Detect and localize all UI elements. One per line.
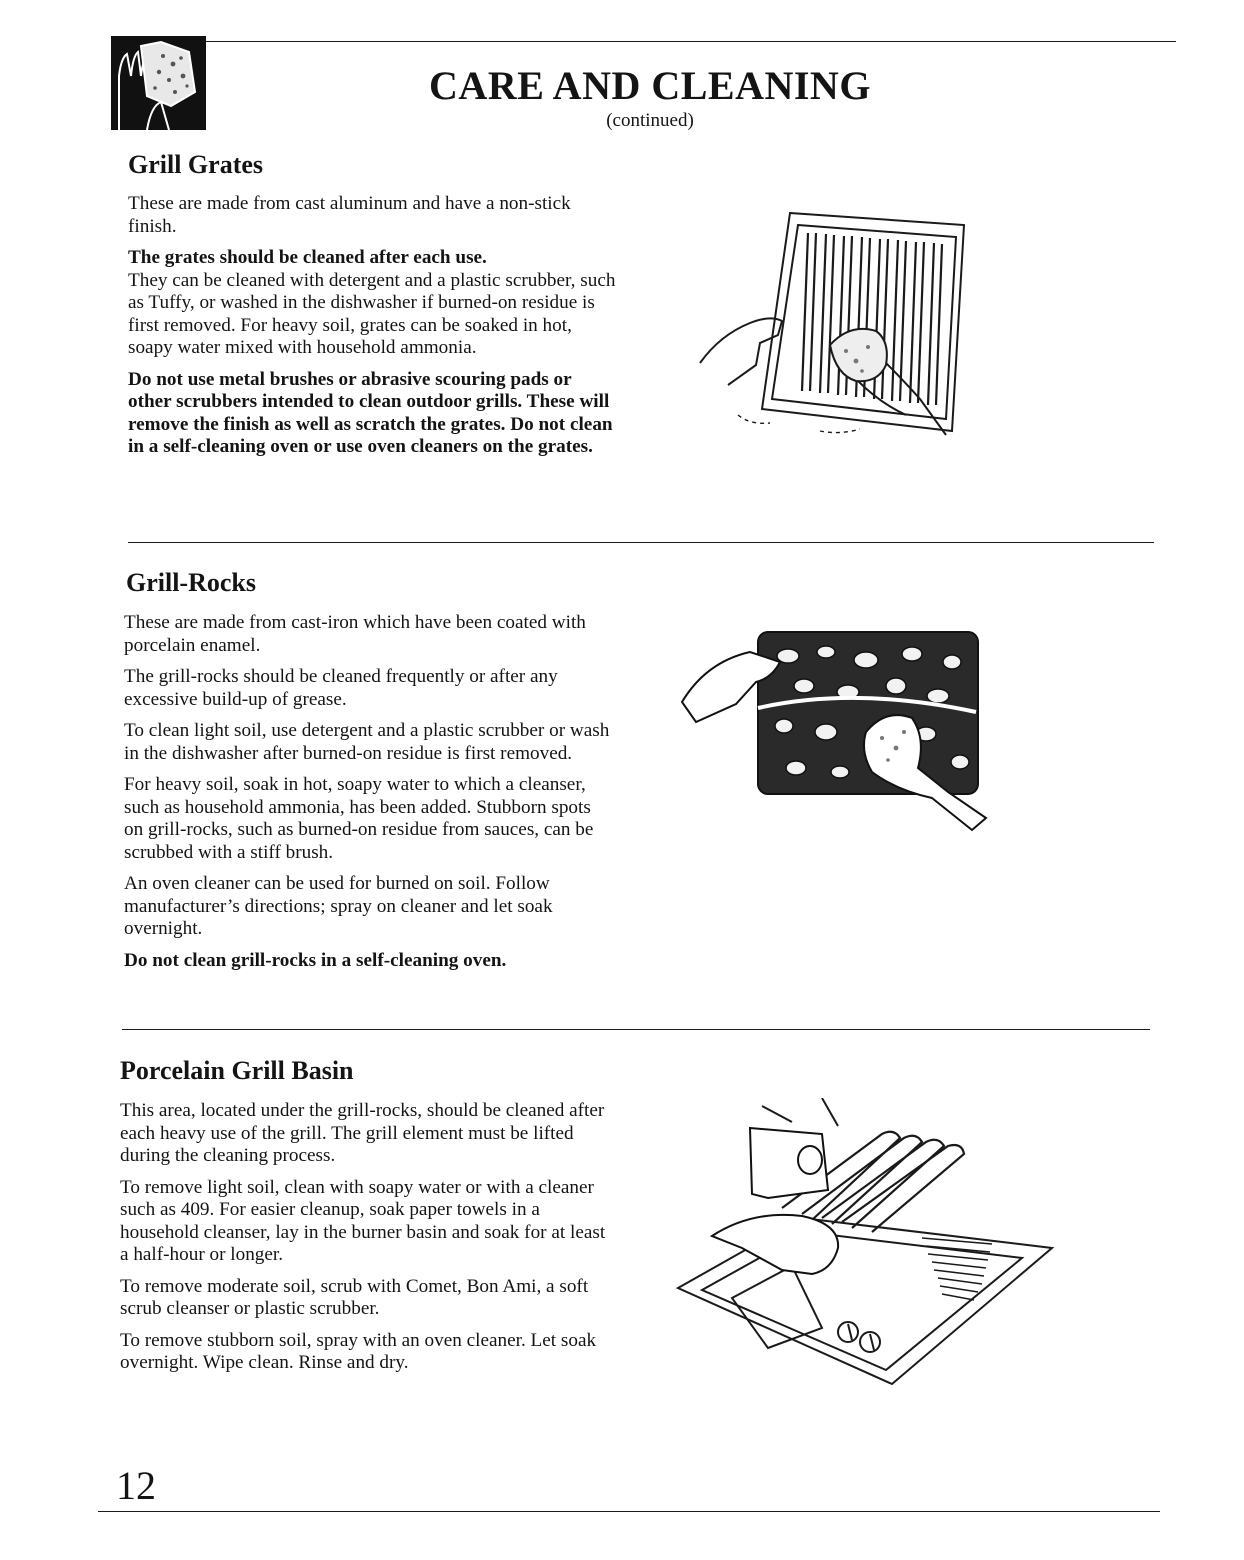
section-body-grill-grates (128, 193, 618, 468)
hands-cleaning-grill-rocks-illustration (676, 622, 996, 842)
paragraph: To remove light soil, clean with soapy water or with a cleaner such as 409. For easier cleanup, soak paper towels in a household cleanser, lay in the burner basin and soak for at least a half-hour or longer. (120, 1176, 606, 1265)
hand-lifting-grill-element-illustration (672, 1098, 1056, 1386)
section-body-grill-rocks (124, 612, 614, 981)
paragraph: This area, located under the grill-rocks, should be cleaned after each heavy use of the grill. The grill element must be lifted during the cleaning process. (120, 1100, 605, 1166)
paragraph: These are made from cast-iron which have been coated with porcelain enamel. (124, 612, 586, 656)
hand-with-sponge-icon (111, 36, 206, 130)
page-subtitle: (continued) (606, 110, 694, 131)
paragraph-with-lead (128, 247, 618, 360)
paragraph: To remove moderate soil, scrub with Comet, Bon Ami, a soft scrub cleanser or plastic scrubber. (120, 1275, 589, 1319)
paragraph: To clean light soil, use detergent and a plastic scrubber or wash in the dishwasher after burned-on residue is first removed. (124, 720, 610, 764)
section-divider (122, 1029, 1150, 1030)
page-title: CARE AND CLEANING (429, 63, 871, 108)
section-heading-porcelain-grill-basin: Porcelain Grill Basin (120, 1056, 354, 1085)
paragraph: The grill-rocks should be cleaned frequently or after any excessive build-up of grease. (124, 666, 558, 710)
section-heading-grill-grates: Grill Grates (128, 150, 264, 179)
hands-cleaning-grill-grate-illustration (690, 195, 970, 445)
header-rule (112, 41, 1176, 42)
footer-rule (98, 1511, 1160, 1512)
paragraph: For heavy soil, soak in hot, soapy water to which a cleanser, such as household ammonia, has been added. Stubborn spots on grill-rocks, such as burned-on residue from sauces, can be scrubbed with a stiff brush. (124, 774, 594, 863)
section-heading-grill-rocks: Grill-Rocks (126, 568, 256, 597)
warning-paragraph: Do not use metal brushes or abrasive scouring pads or other scrubbers intended to clean outdoor grills. These will remove the finish as well as scratch the grates. Do not clean in a self-cleaning oven or use oven cleaners on the grates. (128, 368, 613, 457)
bold-lead: The grates should be cleaned after each use. (128, 247, 487, 268)
page-number: 12 (116, 1463, 156, 1508)
warning-paragraph: Do not clean grill-rocks in a self-cleaning oven. (124, 949, 507, 971)
section-divider (128, 542, 1154, 543)
paragraph: These are made from cast aluminum and have a non-stick finish. (128, 193, 571, 237)
section-body-porcelain-grill-basin (120, 1100, 610, 1384)
paragraph-text: They can be cleaned with detergent and a plastic scrubber, such as Tuffy, or washed in the dishwasher if burned-on residue is first removed. For heavy soil, grates can be soaked in hot, soapy water mixed with household ammonia. (128, 269, 616, 358)
paragraph: To remove stubborn soil, spray with an oven cleaner. Let soak overnight. Wipe clean. Rinse and dry. (120, 1329, 597, 1373)
paragraph: An oven cleaner can be used for burned on soil. Follow manufacturer’s directions; spray on cleaner and let soak overnight. (124, 873, 553, 939)
